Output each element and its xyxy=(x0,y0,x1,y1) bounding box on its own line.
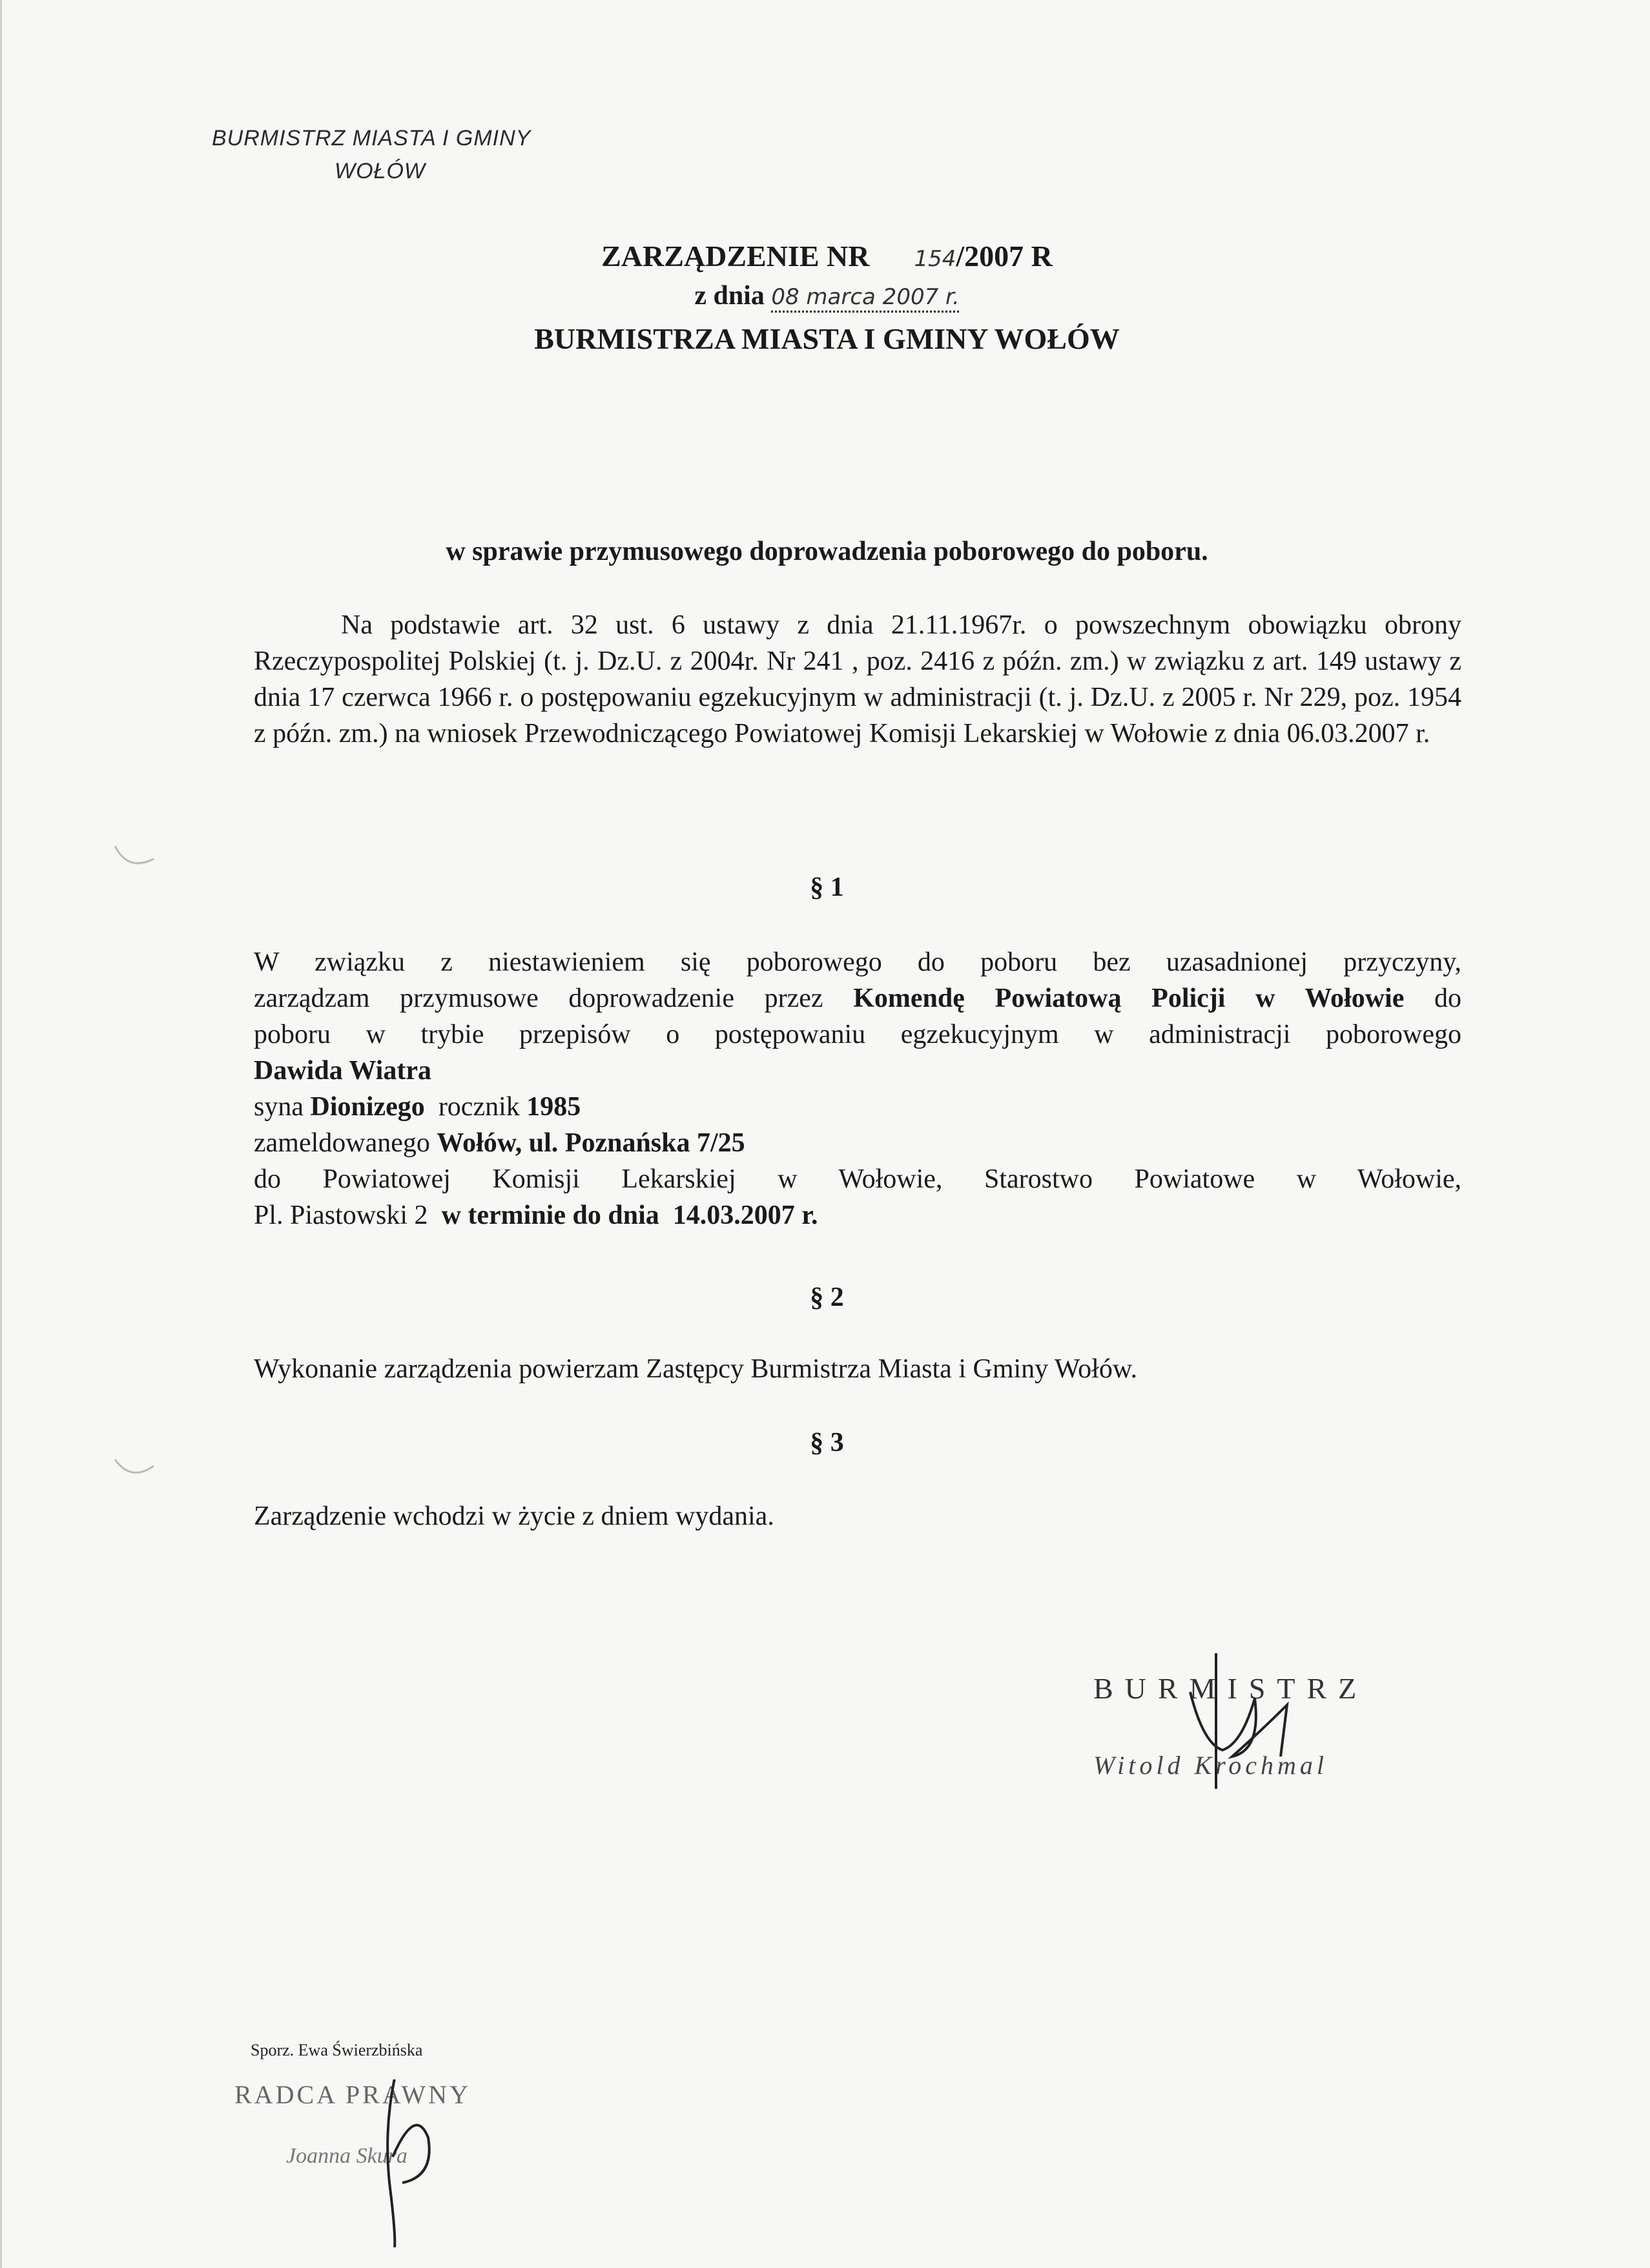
place-prefix: Pl. Piastowski 2 xyxy=(254,1201,442,1230)
signature-name: Witold Krochmal xyxy=(1093,1751,1328,1780)
section-1-destination: do Powiatowej Komisji Lekarskiej w Wołowie, Starostwo Powiatowe w Wołowie, xyxy=(254,1164,1461,1194)
conscript-address: Wołów, ul. Poznańska 7/25 xyxy=(437,1128,745,1158)
legal-stamp-title: RADCA PRAWNY xyxy=(234,2080,471,2109)
section-1-text xyxy=(254,944,1461,1233)
address-prefix: zameldowanego xyxy=(254,1128,437,1158)
handwritten-signature xyxy=(1093,1653,1455,1795)
document-title xyxy=(2,239,1650,363)
conscript-address-line xyxy=(254,1125,1461,1161)
year-prefix: rocznik xyxy=(424,1092,527,1122)
section-1-line1: W związku z niestawieniem się poborowego do poboru bez uzasadnionej przyczyny, xyxy=(254,947,1461,977)
section-3-mark: § 3 xyxy=(810,1428,844,1458)
section-2-mark: § 2 xyxy=(810,1283,844,1312)
ordinance-issuer: BURMISTRZA MIASTA I GMINY WOŁÓW xyxy=(534,322,1120,355)
signature-title: BURMISTRZ xyxy=(1093,1672,1368,1705)
section-1-line3: poboru w trybie przepisów o postępowaniu egzekucyjnym w administracji poborowego xyxy=(254,1020,1461,1049)
issuer-stamp-line1: BURMISTRZ MIASTA I GMINY xyxy=(212,126,531,150)
section-1-deadline-line xyxy=(254,1197,1461,1233)
section-3-text: Zarządzenie wchodzi w życie z dniem wydania. xyxy=(254,1501,774,1531)
birth-year: 1985 xyxy=(526,1092,581,1122)
section-2-text: Wykonanie zarządzenia powierzam Zastępcy Burmistrza Miasta i Gminy Wołów. xyxy=(254,1354,1137,1384)
ordinance-subject: w sprawie przymusowego doprowadzenia poborowego do poboru. xyxy=(446,537,1208,566)
legal-basis-paragraph: Na podstawie art. 32 ust. 6 ustawy z dnia 21.11.1967r. o powszechnym obowiązku obrony Rzeczypospolitej Polskiej (t. j. Dz.U. z 2004r. Nr 241 , poz. 2416 z późn. zm.) w związku z art. 149 ustawy z dnia 17 czerwca 1966 r. o postępowaniu egzekucyjnym w administracji (t. j. Dz.U. z 2005 r. Nr 229, poz. 1954 z późn. zm.) na wniosek Przewodniczącego Powiatowej Komisji Lekarskiej w Wołowie z dnia 06.03.2007 r. xyxy=(254,610,1461,748)
father-name: Dionizego xyxy=(310,1092,425,1122)
conscript-details xyxy=(254,1089,1461,1125)
legal-stamp-name: Joanna Skura xyxy=(286,2144,407,2168)
conscript-name: Dawida Wiatra xyxy=(254,1056,431,1086)
ordinance-date xyxy=(2,280,1650,322)
ordinance-date-prefix: z dnia xyxy=(694,281,765,311)
police-command: Komendę Powiatową Policji w Wołowie xyxy=(853,984,1405,1013)
issuer-stamp-line2: WOŁÓW xyxy=(335,159,426,183)
section-1-line2-a: zarządzam przymusowe doprowadzenie przez xyxy=(254,984,854,1013)
deadline: w terminie do dnia 14.03.2007 r. xyxy=(441,1201,818,1230)
legal-advisor-signature xyxy=(234,2079,570,2247)
section-1-line2-c: do xyxy=(1404,984,1462,1013)
issuer-stamp xyxy=(212,126,531,184)
ordinance-number-handwritten: 154 xyxy=(914,246,956,272)
section-1-line2 xyxy=(254,980,1461,1016)
ordinance-number-suffix: /2007 R xyxy=(956,240,1053,273)
ordinance-date-handwritten: 08 marca 2007 r. xyxy=(771,284,960,310)
section-1-mark: § 1 xyxy=(810,872,844,902)
legal-advisor-stamp xyxy=(234,2079,570,2247)
mayor-signature-stamp xyxy=(1093,1653,1455,1795)
son-of-prefix: syna xyxy=(254,1092,311,1122)
ordinance-number-prefix: ZARZĄDZENIE NR xyxy=(601,240,870,273)
prepared-by: Sporz. Ewa Świerzbińska xyxy=(251,2041,423,2059)
ordinance-number xyxy=(2,239,1650,280)
